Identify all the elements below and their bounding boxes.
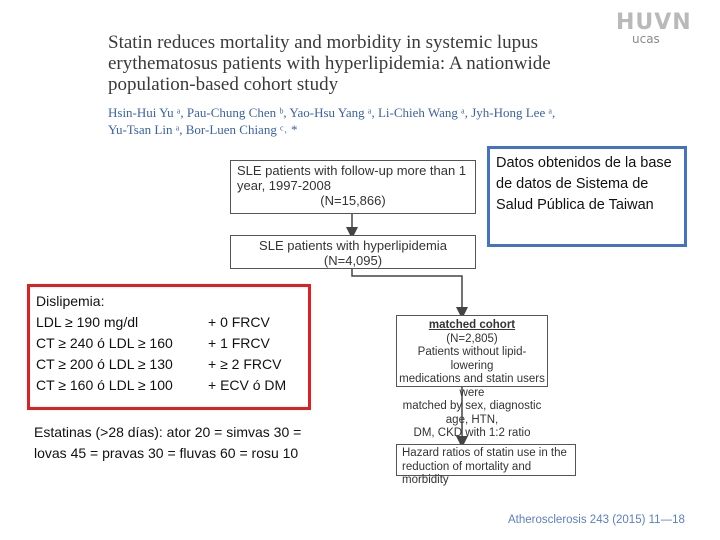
risk-item: + 1 FRCV xyxy=(208,335,270,351)
box-line: year, 1997-2008 xyxy=(237,178,331,193)
box-line: Hazard ratios of statin use in the xyxy=(402,447,567,459)
title-line: population-based cohort study xyxy=(108,74,339,95)
criteria-item: CT ≥ 200 ó LDL ≥ 130 xyxy=(36,356,173,372)
box-line: medications and statin users were xyxy=(399,373,545,399)
logo-text: HUVN xyxy=(616,10,692,35)
risk-item: + ≥ 2 FRCV xyxy=(208,356,282,372)
statin-equivalence-text: Estatinas (>28 días): ator 20 = simvas 30 = lovas 45 = pravas 30 = fluvas 60 = rosu 10 xyxy=(34,424,302,461)
criteria-item: CT ≥ 240 ó LDL ≥ 160 xyxy=(36,335,173,351)
box-line: matched by sex, diagnostic age, HTN, xyxy=(402,400,542,426)
box-line: Patients without lipid-lowering xyxy=(417,346,527,372)
risk-item: + 0 FRCV xyxy=(208,314,270,330)
dyslipidemia-criteria-box xyxy=(27,284,311,410)
box-line: (N=4,095) xyxy=(323,253,383,268)
dyslipidemia-heading: Dislipemia: xyxy=(36,293,105,309)
logo-subtext: ucas xyxy=(632,32,660,46)
ldl-criteria-column xyxy=(36,312,208,396)
author-line: Hsin-Hui Yu ᵃ, Pau-Chung Chen ᵇ, Yao-Hsu Yang ᵃ, Li-Chieh Wang ᵃ, Jyh-Hong Lee ᵃ, xyxy=(108,105,556,120)
risk-factor-column xyxy=(208,312,286,396)
box-line: (N=2,805) xyxy=(446,332,498,345)
box-line: reduction of mortality and morbidity xyxy=(402,460,532,486)
journal-citation: Atherosclerosis 243 (2015) 11—18 xyxy=(508,514,685,526)
data-source-note xyxy=(487,146,687,247)
flow-box-hyperlipidemia xyxy=(230,235,476,269)
criteria-item: LDL ≥ 190 mg/dl xyxy=(36,314,139,330)
box-heading: matched cohort xyxy=(428,319,516,331)
flow-box-hazard-ratios xyxy=(396,444,576,486)
criteria-item: CT ≥ 160 ó LDL ≥ 100 xyxy=(36,377,173,393)
title-line: erythematosus patients with hyperlipidemia: A nationwide xyxy=(108,53,551,74)
box-line: (N=15,866) xyxy=(320,193,386,208)
title-line: Statin reduces mortality and morbidity in systemic lupus xyxy=(108,32,539,53)
arrow-box2-box3 xyxy=(352,269,462,313)
data-source-text: Datos obtenidos de la base de datos de Sistema de Salud Pública de Taiwan xyxy=(496,155,672,213)
box-line: SLE patients with follow-up more than 1 xyxy=(237,163,467,178)
box-line: DM, CKD with 1:2 ratio xyxy=(413,427,531,439)
flow-box-matched-cohort xyxy=(396,315,548,439)
box-line: SLE patients with hyperlipidemia xyxy=(259,238,447,253)
flow-box-followup xyxy=(230,160,476,214)
risk-item: + ECV ó DM xyxy=(208,377,287,393)
author-line: Yu-Tsan Lin ᵃ, Bor-Luen Chiang ᶜ˒ * xyxy=(108,122,298,137)
